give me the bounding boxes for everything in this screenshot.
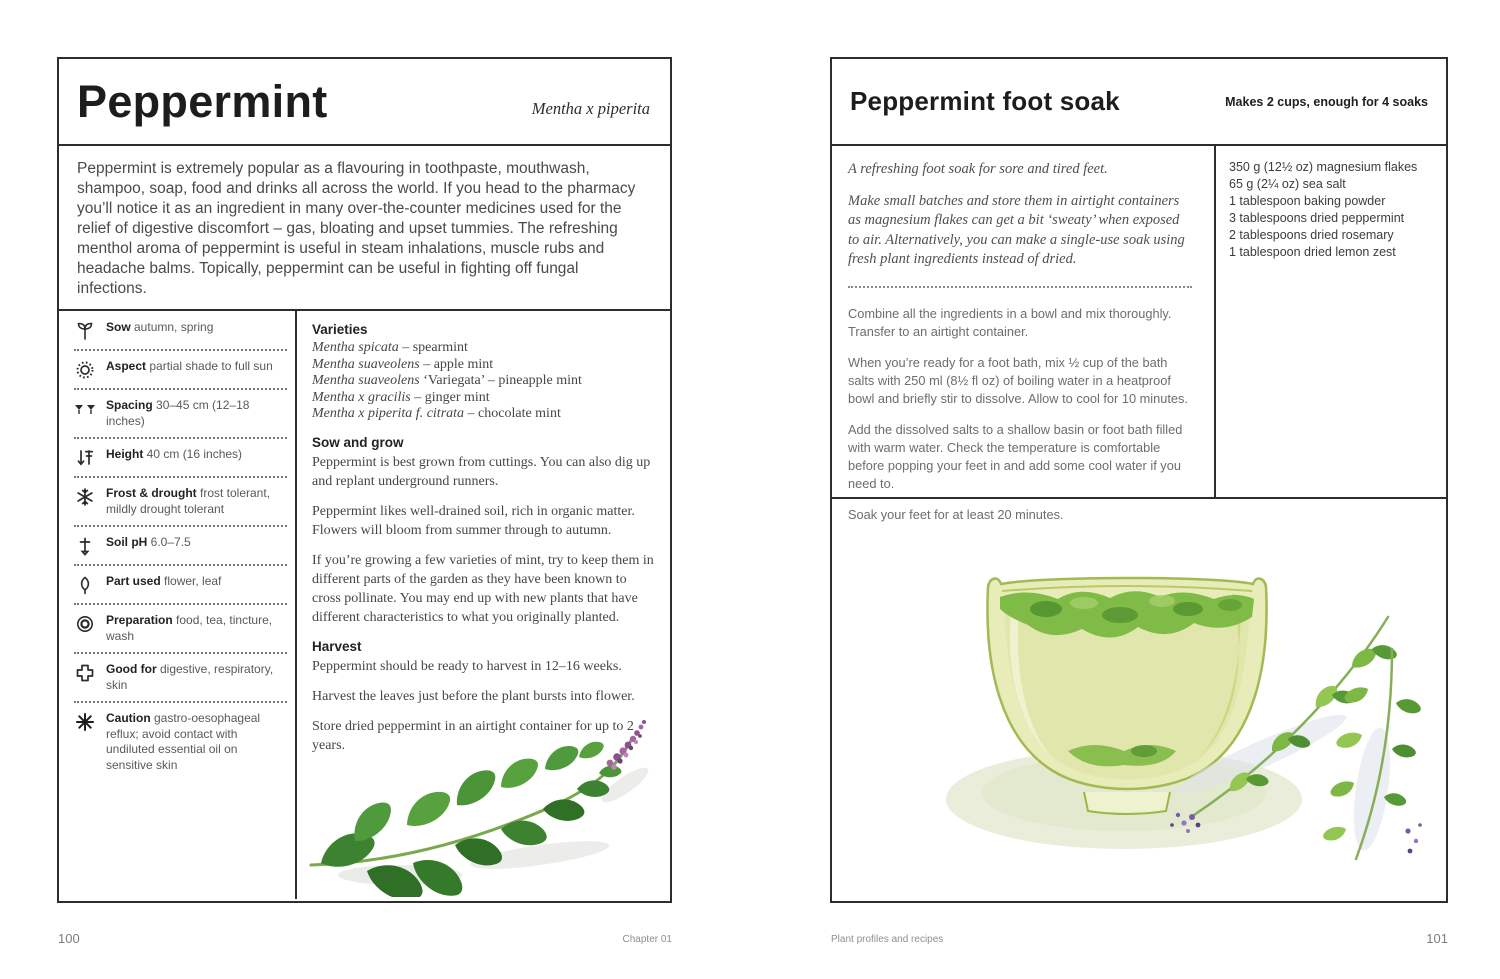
sow-grow-paragraph: Peppermint likes well-drained soil, rich in organic matter. Flowers will bloom from summer through to autumn. — [312, 503, 635, 538]
left-page-columns — [59, 311, 670, 899]
ingredient-line: 1 tablespoon baking powder — [1229, 194, 1386, 208]
attr-value: partial shade to full sun — [146, 359, 273, 373]
right-page — [830, 57, 1448, 903]
attr-label: Sow — [106, 320, 131, 334]
attr-value: food, tea, tincture, wash — [106, 613, 273, 643]
attr-row-soil-ph — [74, 527, 287, 566]
height-icon — [74, 447, 96, 468]
attr-label: Height — [106, 447, 144, 461]
left-page — [57, 57, 672, 903]
leaf-icon — [74, 574, 96, 595]
section-label: Plant profiles and recipes — [831, 934, 944, 945]
recipe-method-column — [832, 146, 1216, 522]
attr-row-preparation — [74, 605, 287, 654]
chapter-label: Chapter 01 — [622, 934, 672, 945]
attr-row-aspect — [74, 351, 287, 390]
right-page-number: 101 — [1426, 931, 1448, 946]
sow-grow-heading: Sow and grow — [312, 434, 404, 450]
recipe-step: Soak your feet for at least 20 minutes. — [848, 506, 1064, 522]
attr-value: flower, leaf — [160, 574, 222, 588]
medical-cross-icon — [74, 662, 96, 693]
attr-label: Soil pH — [106, 535, 148, 549]
sow-grow-paragraph: Peppermint is best grown from cuttings. You can also dig up and replant underground runners. — [312, 454, 651, 489]
attr-row-good-for — [74, 654, 287, 703]
ingredient-line: 65 g (2¼ oz) sea salt — [1229, 177, 1346, 191]
ingredient-line: 2 tablespoons dried rosemary — [1229, 228, 1394, 242]
sprout-icon — [74, 320, 96, 341]
attr-label: Caution — [106, 711, 151, 725]
attr-value: frost tolerant, mildly drought tolerant — [106, 486, 271, 516]
attr-row-height — [74, 439, 287, 478]
variety-item: Mentha x gracilis – ginger mint — [312, 389, 490, 405]
attr-row-frost-drought — [74, 478, 287, 527]
species-name: Mentha x piperita — [531, 98, 650, 118]
sun-icon — [74, 359, 96, 380]
attr-row-sow — [74, 312, 287, 351]
variety-item: Mentha suaveolens ‘Variegata’ – pineapple mint — [312, 373, 582, 388]
dotted-divider — [848, 286, 1192, 288]
left-page-number: 100 — [58, 931, 80, 946]
recipe-columns — [832, 146, 1446, 522]
attributes-column — [59, 311, 297, 899]
plant-content-column — [297, 311, 670, 899]
sow-grow-paragraph: If you’re growing a few varieties of mint, try to keep them in different parts of the garden as they have been known to cross pollinate. You may end up with new plants that have different characteristics to what you originally planted. — [312, 552, 654, 625]
recipe-step: Add the dissolved salts to a shallow basin or foot bath filled with warm water. Check the temperature is comfortable before popping your feet in and add some cool water if you need to. — [848, 421, 1183, 491]
caution-asterisk-icon — [74, 711, 96, 773]
harvest-paragraph: Peppermint should be ready to harvest in 12–16 weeks. — [312, 658, 622, 674]
recipe-step: Combine all the ingredients in a bowl and mix thoroughly. Transfer to an airtight container. — [848, 305, 1172, 339]
flower-spike — [607, 720, 646, 770]
foot-soak-bowl-illustration — [832, 499, 1446, 898]
soil-probe-icon — [74, 535, 96, 556]
harvest-paragraph: Store dried peppermint in an airtight container for up to 2 years. — [312, 718, 634, 753]
plant-intro — [59, 146, 670, 311]
ingredient-line: 3 tablespoons dried peppermint — [1229, 211, 1405, 225]
attr-value: 30–45 cm (12–18 inches) — [106, 398, 250, 428]
attr-value: 6.0–7.5 — [147, 535, 191, 549]
page-title: Peppermint — [77, 76, 328, 127]
attr-label: Frost & drought — [106, 486, 197, 500]
recipe-title: Peppermint foot soak — [850, 86, 1120, 116]
attr-row-caution — [74, 703, 287, 781]
recipe-yield: Makes 2 cups, enough for 4 soaks — [1225, 94, 1428, 109]
attr-label: Spacing — [106, 398, 153, 412]
attr-row-part-used — [74, 566, 287, 605]
attr-label: Part used — [106, 574, 161, 588]
attr-value: autumn, spring — [130, 320, 214, 334]
attr-row-spacing — [74, 390, 287, 439]
ingredient-line: 1 tablespoon dried lemon zest — [1229, 245, 1396, 259]
peppermint-sprig-illustration — [305, 715, 657, 897]
variety-item: Mentha x piperita f. citrata – chocolate mint — [312, 406, 561, 421]
recipe-step: When you’re ready for a foot bath, mix ½ cup of the bath salts with 250 ml (8½ fl oz) of boiling water in a heatproof bowl and briefly stir to dissolve. Allow to cool for 10 minutes. — [848, 354, 1188, 406]
intro-text: Peppermint is extremely popular as a flavouring in toothpaste, mouthwash, shampoo, soap, food and drinks all across the world. If you head to the pharmacy you’ll notice it as an ingredient in many over-the-counter medicines used for the relief of digestive discomfort – gas, bloating and upset tummies. The refreshing menthol aroma of peppermint is useful in steam inhalations, muscle rubs and headache balms. Topically, peppermint can be useful in fighting off fungal infections. — [77, 160, 636, 297]
recipe-intro-paragraph: A refreshing foot soak for sore and tired feet. — [848, 161, 1108, 177]
attr-label: Aspect — [106, 359, 147, 373]
snowflake-icon — [74, 486, 96, 517]
recipe-title-band — [832, 59, 1446, 146]
ingredient-line: 350 g (12½ oz) magnesium flakes — [1229, 160, 1418, 174]
variety-item: Mentha spicata – spearmint — [312, 340, 468, 355]
recipe-illustration-area — [832, 499, 1446, 898]
varieties-heading: Varieties — [312, 322, 368, 337]
attr-label: Good for — [106, 662, 157, 676]
harvest-heading: Harvest — [312, 638, 362, 654]
variety-item: Mentha suaveolens – apple mint — [312, 356, 494, 372]
attr-label: Preparation — [106, 613, 173, 627]
recipe-intro-paragraph: Make small batches and store them in airtight containers as magnesium flakes can get a bit ‘sweaty’ when exposed to air. Alternatively, you can make a single-use soak using fresh plant ingredients instead of dried. — [848, 192, 1185, 267]
spacing-icon — [74, 398, 96, 429]
attr-value: gastro-oesophageal reflux; avoid contact with undiluted essential oil on sensitive skin — [106, 711, 261, 772]
ingredients-column — [1216, 146, 1446, 497]
preparation-rings-icon — [74, 613, 96, 644]
plant-title-band — [59, 59, 670, 146]
harvest-paragraph: Harvest the leaves just before the plant bursts into flower. — [312, 688, 635, 704]
attr-value: digestive, respiratory, skin — [106, 662, 274, 692]
attr-value: 40 cm (16 inches) — [143, 447, 243, 461]
